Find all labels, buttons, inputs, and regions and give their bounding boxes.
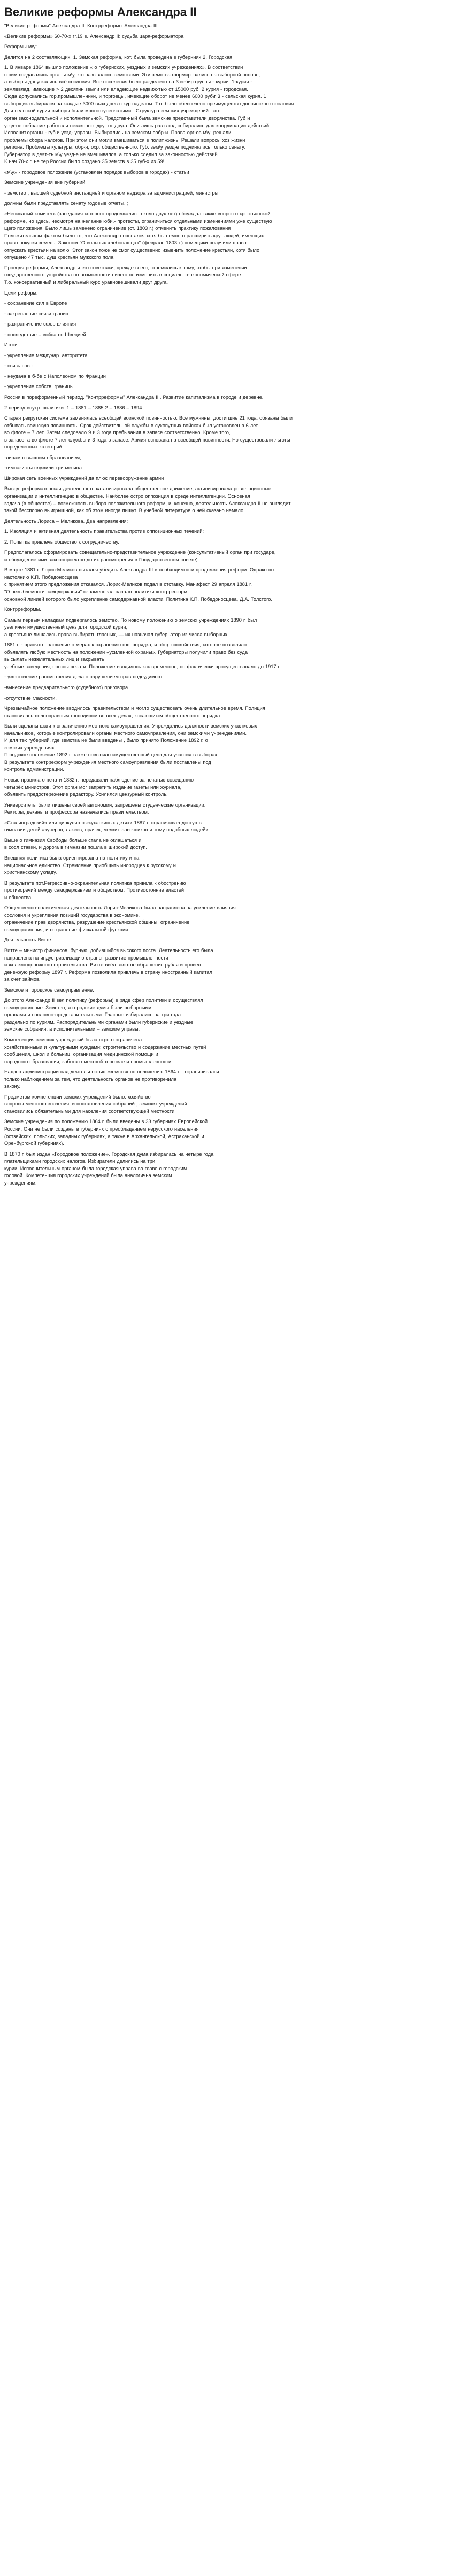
paragraph: землевлад, имеющие > 2 десятин земли или владеющие недвиж-тью от 15000 руб. 2 курия - городская. [4, 86, 248, 92]
paragraph: сообщения, школ и больниц, организация медицинской помощи и [4, 1051, 158, 1057]
paragraph: Вывод: реформаторская деятельность катализировала общественное движение, активизировала революционные [4, 486, 272, 492]
paragraph: - разграничение сфер влияния [4, 321, 76, 327]
paragraph: увеличен имущественный ценз для городской курии, [4, 624, 128, 630]
paragraph: право покупки земель. Законом "О вольных хлебопашцах" (февраль 1803 г.) помещики получили право [4, 240, 247, 246]
paragraph: реформе, но здесь, несмотря на желание юби.- протесты, ограничиться отдельными изменениями уже существую [4, 218, 272, 224]
paragraph: Земские учреждения вне губерний [4, 180, 86, 185]
paragraph: Исполнит.органы - губ.и уезд- управы. Выбирались на земском собр-и. Права орг-ов м\у: решали [4, 130, 232, 136]
paragraph: Проводя реформы, Александр и его советники, прежде всего, стремились к тому, чтобы при изменении [4, 265, 247, 270]
paragraph: Для сельской курии выборы были многоступенчатыми . Структура земских учреждений : это [4, 108, 221, 114]
paragraph: В марте 1881 г. Лорис-Меликов пытался убедить Александра III в необходимости продолжения реформ. Однако по [4, 567, 274, 573]
paragraph: национальное единство. Стремление приобщить инородцев к русскому и [4, 862, 176, 868]
paragraph: самоуправления, и сохранение фискальной функции [4, 926, 128, 932]
paragraph: денежную реформу 1897 г. Реформа позволила привлечь в страну иностранный капитал [4, 969, 212, 975]
paragraph: начальников, которые контролировали органы местного самоуправления, они земскими учреждениями. [4, 730, 247, 736]
paragraph: Контрреформы. [4, 607, 41, 613]
paragraph: - сохранение сил в Европе [4, 300, 67, 306]
paragraph: Земское и городское самоуправление. [4, 987, 94, 993]
paragraph: (остзейских, польских, западных губерниях, а также в Архангельской, Астраханской и [4, 1133, 204, 1139]
paragraph: Деятельность Лориса – Меликова. Два направления: [4, 518, 128, 524]
paragraph: -вынесение предварительного (судебного) приговора [4, 685, 128, 691]
paragraph: Положительным фактом было то, что Александр попытался хотя бы немного расширить круг людей, имеющих [4, 233, 264, 238]
paragraph: «Великие реформы» 60-70-х гг.19 в. Александр II: судьба царя-реформатора [4, 33, 184, 39]
paragraph: объявлять любую местность на положении «усиленной охраны». Губернаторы получили право без суда [4, 649, 248, 655]
paragraph: - последствие – война со Швецией [4, 331, 86, 337]
paragraph: а крестьяне лишались права выбирать гласных, — их назначал губернатор из числа выборных [4, 631, 228, 637]
paragraph: Выше о гимназия Свободы больше стала не оглашаться и [4, 837, 142, 843]
paragraph: «м\у» - городовое положение (установлен порядок выборов в городах) - статьи [4, 169, 189, 175]
paragraph: - неудача в б-бе с Наполеоном по Франции [4, 373, 106, 379]
page-title: Великие реформы Александра II [4, 5, 197, 19]
paragraph: высылать нежелательных лиц и закрывать [4, 656, 104, 662]
paragraph: - укрепление междунар. авторитета [4, 352, 88, 358]
paragraph: 1. В январе 1864 вышло положение « о губернских, уездных и земских учреждениях». В соответствии [4, 65, 243, 71]
paragraph: - земство , высшей судебной инстанцией и органом надзора за администрацией; министры [4, 190, 219, 196]
paragraph: Реформы м\у: [4, 44, 37, 50]
paragraph: гимназии детей «кучеров, лакеев, прачек, мелких лавочников и тому подобных людей». [4, 827, 210, 833]
paragraph: Делится на 2 составляющих: 1. Земская реформа, кот. была проведена в губерниях 2. Городская [4, 54, 233, 60]
paragraph: В 1870 г. был издан «Городовое положение». Городская дума избиралась на четыре года [4, 1151, 214, 1157]
paragraph: отпускать крестьян на волю. Этот закон тоже не смог существенно изменить положение крестьян, хотя было [4, 247, 260, 253]
paragraph: "О незыблемости самодержавия" ознаменовал начало политики контрреформ [4, 589, 188, 594]
paragraph: России. Они не были созданы в губерниях с преобладанием нерусского населения [4, 1126, 199, 1132]
paragraph: Чрезвычайное положение вводилось правительством и могло существовать очень длительное время. Полиция [4, 706, 265, 711]
paragraph: во флоте – 7 лет. Затем следовало 9 и 3 года пребывания в запасе соответственно. Кроме того, [4, 430, 231, 436]
paragraph: Предметом компетенции земских учреждений было: хозяйство [4, 1094, 151, 1100]
paragraph: объявить предостережение редактору. Усилился цензурный контроль. [4, 792, 168, 798]
paragraph: Внешняя политика была ориентирована на политику и на [4, 855, 140, 861]
paragraph: Предполагалось сформировать совещательно-представительное учреждение (консультативный орган при государе, [4, 550, 276, 555]
paragraph: организации и интеллигенцию в обществе. Наиболее остро оппозиция в среде интеллигенции. Основная [4, 493, 250, 499]
paragraph: вопросы местного значения, и постановления собраний , земских учреждений [4, 1101, 187, 1107]
paragraph: с принятием этого предложения отказался. Лорис-Меликов подал в отставку. Манифест 29 апреля 1881 г. [4, 582, 252, 587]
paragraph: 1. Изоляция и активная деятельность правительства против оппозиционных течений; [4, 529, 204, 535]
paragraph: Витте – министр финансов, бурную, добившийся высокого поста. Деятельность его была [4, 947, 213, 953]
paragraph: Старая рекрутская система заменялась всеобщей воинской повинностью. Все мужчины, достигшие 21 года, обязаны были [4, 415, 293, 421]
paragraph: хозяйственными и культурными нуждами: строительство и содержание местных путей [4, 1044, 206, 1050]
paragraph: Университеты были лишены своей автономии, запрещены студенческие организации. [4, 802, 206, 808]
paragraph: учебные заведения, органы печати. Положение вводилось как временное, но фактически просуществовало до 1917 г. [4, 663, 281, 669]
paragraph: Сюда допускались гор.промышленники, и торговцы, имеющие оборот не менее 6000 руб\г 3 - сельская курия. 1 [4, 94, 266, 99]
paragraph: органами и сословно-представительными. Гласные избирались на три года [4, 1012, 181, 1018]
paragraph: земских учреждениях. [4, 745, 56, 751]
paragraph: уезд-ое собрание работали незаконно: друг от друга. Они лишь раз в год собирались для координации действий. [4, 122, 271, 128]
paragraph: а выборы допускались всё сословия. Все населения было разделено на 3 избир.группы - курии. 1-курия - [4, 79, 252, 85]
paragraph: выборщик выбирался на каждые 3000 выходцев с кур.наделом. Т.о. было обеспечено преимущество дворянского сословия. [4, 100, 295, 106]
paragraph: с ним создавались органы м\у, кот.называлось земствами. Эти земства формировались на выборной основе, [4, 72, 260, 78]
paragraph: в запасе, а во флоте 7 лет службы и 3 года в запасе. Армия основана на всеобщей повинности. Но существовали льготы [4, 437, 290, 443]
paragraph: курии. Исполнительным органом была городская управа во главе с городским [4, 1165, 187, 1171]
paragraph: четырёх министров. Этот орган мог запретить издание газеты или журнала, [4, 784, 182, 790]
paragraph: противоречий между самодержавием и обществом. Противостояние властей [4, 887, 185, 893]
paragraph: самоуправление. Земство, и городские думы были выборными [4, 1004, 152, 1010]
paragraph: Городское положение 1892 г. также повысило имущественный ценз для участия в выборах. [4, 752, 219, 758]
paragraph: земские собрания, а исполнительными – земские управы. [4, 1026, 140, 1032]
paragraph: Земские учреждения по положению 1864 г. были введены в 33 губерниях Европейской [4, 1119, 208, 1125]
paragraph: отбывать воинскую повинность. Срок действительной службы в сухопутных войсках был установлен в 6 лет, [4, 422, 259, 428]
paragraph: Оренбургской губерниях). [4, 1141, 64, 1147]
paragraph: закону. [4, 1084, 21, 1089]
paragraph: становились обязательными для населения соответствующей местности. [4, 1108, 176, 1114]
paragraph: в сосл ставки, и дорога в гимназии пошла в широкий доступ. [4, 845, 147, 850]
paragraph: за счет займов. [4, 977, 41, 983]
paragraph: контроль администрации. [4, 767, 64, 772]
paragraph: головой. Компетенция городских учреждений была аналогична земским [4, 1173, 172, 1179]
paragraph: основной линией которого было укрепление самодержавной власти. Политика К.П. Победоносцева, Д.А. Толстого. [4, 596, 273, 602]
paragraph: -лицам с высшим образованием; [4, 454, 81, 460]
paragraph: До этого Александр II вел политику (реформы) в ряде сфер политики и осуществлял [4, 997, 203, 1003]
paragraph: определенных категорий: [4, 444, 64, 450]
paragraph: И для тех губерний, где земства не были введены , было принято Положение 1892 г. о [4, 738, 208, 744]
paragraph: такой бесспорно выигрышной, как об этом иногда пишут. В учебной литературе о ней сказано немало [4, 508, 244, 514]
paragraph: 2 период внутр. политики: 1 – 1881 – 1885 2 – 1886 – 1894 [4, 405, 142, 411]
paragraph: Новые правила о печати 1882 г. передавали наблюдение за печатью совещанию [4, 777, 194, 783]
paragraph: плательщиками городских налогов. Избиратели делились на три [4, 1158, 156, 1164]
paragraph: настоянию К.П. Победоносцева [4, 574, 78, 580]
document-body [4, 22, 449, 1187]
paragraph: только наблюдением за тем, что деятельность органов не противоречила [4, 1076, 177, 1082]
paragraph: -отсутствие гласности. [4, 695, 57, 701]
paragraph: и обсуждение ими законопроектов до их рассмотрения в Государственном совете). [4, 556, 199, 562]
paragraph: В результате контрреформ учреждения местного самоуправления были поставлены под [4, 759, 211, 765]
paragraph: задача (в обществе) – возможность выбора положительного реформ, и, конечно, деятельность Александра II не выглядит [4, 500, 291, 506]
paragraph: учреждениям. [4, 1180, 37, 1186]
paragraph: орган законодательной и исполнительной. Представ-ный была земские представители дворянства. Губ и [4, 115, 250, 121]
paragraph: Были сделаны шаги к ограничению местного самоуправления. Учреждались должности земских участковых [4, 723, 257, 729]
paragraph: - закрепление связи границ [4, 311, 69, 316]
paragraph: Самым первым нападкам подвергалось земство. По новому положению о земских учреждениях 1890 г. был [4, 617, 257, 623]
paragraph: -гимназисты служили три месяца. [4, 465, 83, 471]
paragraph: и общества. [4, 894, 33, 900]
paragraph: Деятельность Витте. [4, 937, 53, 943]
paragraph: - ужесточение рассмотрения дела с нарушением прав подсудимого [4, 674, 162, 680]
paragraph: и железнодорожного строительства. Витте ввёл золотое обращение рубля и провел [4, 962, 201, 968]
paragraph: Итоги: [4, 342, 19, 348]
paragraph: отпущено 47 тыс. душ крестьян мужского пола. [4, 254, 115, 260]
paragraph: Т.о. консервативный и либеральный курс уравновешивали друг друга. [4, 279, 168, 285]
paragraph: "Великие реформы" Александра II. Контрреформы Александра III. [4, 23, 159, 28]
paragraph: 1881 г. - принято положение о мерах к охранению гос. порядка, и общ. спокойствия, которое позволяло [4, 642, 247, 648]
paragraph: Цели реформ: [4, 290, 38, 296]
paragraph: - укрепление собств. границы [4, 384, 74, 390]
paragraph: - связь сово [4, 363, 33, 369]
paragraph: Губернатор в деят-ть м\у уезд-е не вмешивался, а только следил за законностью действий. [4, 151, 219, 157]
paragraph: должны были представлять сенату годовые отчеты. ; [4, 200, 129, 206]
paragraph: сословия и укрепления позиций государства в экономике, [4, 912, 140, 918]
paragraph: Компетенция земских учреждений была строго ограничена [4, 1036, 142, 1042]
paragraph: щего положения. Было лишь заменено ограничение (ст. 1803 г.) отменить практику пожалования [4, 226, 231, 231]
paragraph: «Неписаный комитет» (заседания которого продолжались около двух лет) обсуждал также вопрос о крестьянской [4, 211, 271, 217]
paragraph: Общественно-политическая деятельность Лорис-Меликова была направлена на усиление влияния [4, 905, 236, 911]
paragraph: 2. Попытка привлечь общество к сотрудничеству. [4, 539, 119, 545]
paragraph: В результате пот.Регрессивно-охранительная политика привела к обострению [4, 880, 186, 886]
paragraph: раздельно по куриям. Распорядительными органами были губернские и уездные [4, 1019, 193, 1025]
paragraph: направлена на индустриализацию страны, развитие промышленности [4, 955, 168, 961]
paragraph: государственного устройства по возможности ничего не изменить в социально-экономической сфере. [4, 272, 242, 278]
paragraph: Широкая сеть военных учреждений да плюс перевооружение армии [4, 475, 164, 481]
paragraph: Ректоры, деканы и профессора назначались правительством. [4, 809, 149, 815]
paragraph: Россия в пореформенный период. "Контрреформы" Александра III. Развитие капитализма в городе и деревне. [4, 394, 264, 400]
paragraph: «Сталинградский» или циркуляр о «кухаркиных детях» 1887 г. ограничивал доступ в [4, 819, 202, 825]
paragraph: К нач 70-х г. не тер.России было создано 35 земств в 35 губ-х из 59! [4, 159, 165, 165]
paragraph: христианскому укладу. [4, 870, 57, 876]
paragraph: проблемы сбора налогов. При этом они могли вмешиваться в полит.жизнь. Решали вопросы хоз жизни [4, 137, 245, 143]
paragraph: народного образования, забота о местной торговле и промышленности. [4, 1058, 173, 1064]
paragraph: Надзор администрации над деятельностью «земств» по положению 1864 г. : ограничивался [4, 1069, 219, 1075]
paragraph: ограничение прав дворянства, разрушение крестьянской общины, ограничение [4, 919, 190, 925]
paragraph: региона. Проблемы культуры, обр-я, охр. общественного. Губ. зем\у уезд-е подчинялись только сенату. [4, 144, 245, 150]
paragraph: становилась полноправным господином во всех делах, касающихся общественного порядка. [4, 713, 221, 718]
